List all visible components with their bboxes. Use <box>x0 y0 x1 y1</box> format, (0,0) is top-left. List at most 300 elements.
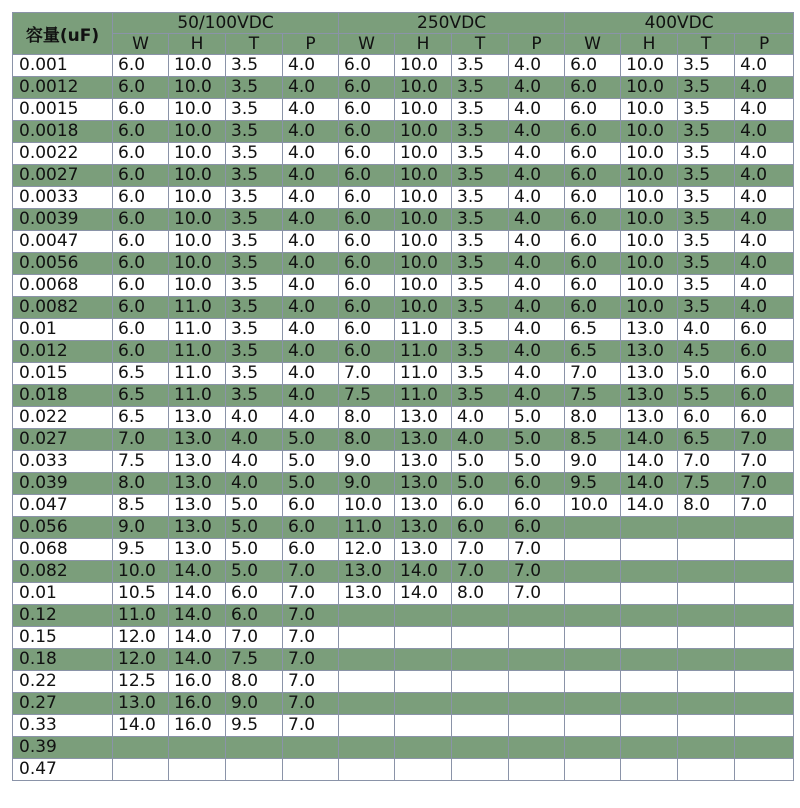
dimension-cell: 4.0 <box>283 275 339 297</box>
col-header-h: H <box>621 34 678 55</box>
dimension-cell: 11.0 <box>395 385 452 407</box>
dimension-cell: 8.0 <box>452 583 509 605</box>
dimension-cell: 7.0 <box>565 363 621 385</box>
dimension-cell: 7.0 <box>283 671 339 693</box>
dimension-cell: 6.0 <box>339 297 395 319</box>
dimension-cell: 3.5 <box>226 275 283 297</box>
dimension-cell: 6.0 <box>226 583 283 605</box>
table-row <box>13 671 794 693</box>
dimension-cell <box>735 715 794 737</box>
dimension-cell: 4.5 <box>678 341 735 363</box>
dimension-cell: 13.0 <box>169 495 226 517</box>
dimension-cell: 10.0 <box>395 231 452 253</box>
dimension-cell <box>565 759 621 781</box>
capacity-cell: 0.0018 <box>13 121 113 143</box>
dimension-cell: 10.0 <box>169 77 226 99</box>
dimension-cell: 13.0 <box>621 319 678 341</box>
dimension-cell: 11.0 <box>113 605 169 627</box>
dimension-cell <box>169 759 226 781</box>
dimension-cell: 5.0 <box>452 473 509 495</box>
dimension-cell <box>395 605 452 627</box>
dimension-cell: 8.0 <box>678 495 735 517</box>
dimension-cell <box>678 693 735 715</box>
table-row <box>13 99 794 121</box>
dimension-cell: 7.0 <box>283 715 339 737</box>
dimension-cell: 4.0 <box>509 253 565 275</box>
dimension-cell <box>226 759 283 781</box>
dimension-cell: 4.0 <box>509 363 565 385</box>
capacity-cell: 0.0027 <box>13 165 113 187</box>
dimension-cell: 14.0 <box>621 495 678 517</box>
table-row <box>13 649 794 671</box>
dimension-cell: 6.0 <box>339 187 395 209</box>
dimension-cell: 6.0 <box>565 275 621 297</box>
dimension-cell: 3.5 <box>452 77 509 99</box>
dimension-cell <box>395 649 452 671</box>
dimension-cell: 10.0 <box>565 495 621 517</box>
dimension-cell: 10.0 <box>169 55 226 77</box>
dimension-cell <box>339 627 395 649</box>
capacity-cell: 0.47 <box>13 759 113 781</box>
dimension-cell: 6.0 <box>339 165 395 187</box>
dimension-cell <box>678 561 735 583</box>
capacity-cell: 0.068 <box>13 539 113 561</box>
dimension-cell: 10.0 <box>395 165 452 187</box>
dimension-cell: 12.5 <box>113 671 169 693</box>
dimension-cell: 9.0 <box>339 451 395 473</box>
dimension-cell: 6.0 <box>565 77 621 99</box>
dimension-cell: 5.0 <box>226 539 283 561</box>
table-row <box>13 583 794 605</box>
capacity-cell: 0.33 <box>13 715 113 737</box>
dimension-cell: 4.0 <box>283 319 339 341</box>
capacity-cell: 0.15 <box>13 627 113 649</box>
dimension-cell: 12.0 <box>113 627 169 649</box>
dimension-cell: 13.0 <box>395 407 452 429</box>
dimension-cell: 6.0 <box>565 231 621 253</box>
table-row <box>13 121 794 143</box>
table-row <box>13 737 794 759</box>
capacity-cell: 0.001 <box>13 55 113 77</box>
dimension-cell <box>565 539 621 561</box>
dimension-cell: 3.5 <box>452 319 509 341</box>
dimension-cell: 3.5 <box>452 187 509 209</box>
dimension-cell: 7.0 <box>339 363 395 385</box>
dimension-cell: 3.5 <box>452 297 509 319</box>
dimension-cell: 4.0 <box>509 143 565 165</box>
dimension-cell: 13.0 <box>621 363 678 385</box>
dimension-cell: 4.0 <box>735 209 794 231</box>
dimension-cell: 3.5 <box>452 385 509 407</box>
dimension-cell <box>395 715 452 737</box>
dimension-cell <box>509 693 565 715</box>
capacity-cell: 0.39 <box>13 737 113 759</box>
capacity-cell: 0.039 <box>13 473 113 495</box>
dimension-cell <box>565 649 621 671</box>
table-row <box>13 451 794 473</box>
dimension-cell <box>621 671 678 693</box>
dimension-cell: 6.0 <box>565 209 621 231</box>
capacity-cell: 0.0015 <box>13 99 113 121</box>
table-row <box>13 55 794 77</box>
dimension-cell: 6.5 <box>113 407 169 429</box>
dimension-cell: 7.0 <box>509 539 565 561</box>
dimension-cell: 4.0 <box>283 341 339 363</box>
dimension-cell: 4.0 <box>283 187 339 209</box>
table-row <box>13 517 794 539</box>
dimension-cell <box>735 583 794 605</box>
dimension-cell: 3.5 <box>226 143 283 165</box>
dimension-cell: 10.0 <box>169 121 226 143</box>
dimension-cell <box>565 737 621 759</box>
capacity-cell: 0.047 <box>13 495 113 517</box>
dimension-cell: 4.0 <box>735 187 794 209</box>
capacity-cell: 0.0012 <box>13 77 113 99</box>
dimension-cell: 3.5 <box>452 99 509 121</box>
dimension-cell <box>678 627 735 649</box>
dimension-cell: 6.0 <box>509 495 565 517</box>
dimension-cell: 7.5 <box>339 385 395 407</box>
dimension-cell <box>621 737 678 759</box>
dimension-cell: 3.5 <box>678 99 735 121</box>
dimension-cell: 7.0 <box>509 561 565 583</box>
dimension-cell: 5.0 <box>509 407 565 429</box>
dimension-cell: 12.0 <box>113 649 169 671</box>
dimension-cell: 6.0 <box>339 99 395 121</box>
dimension-cell: 11.0 <box>169 297 226 319</box>
capacity-cell: 0.27 <box>13 693 113 715</box>
dimension-cell: 4.0 <box>735 253 794 275</box>
capacity-cell: 0.0022 <box>13 143 113 165</box>
dimension-cell: 14.0 <box>169 583 226 605</box>
dimension-cell <box>735 517 794 539</box>
dimension-cell: 5.0 <box>283 429 339 451</box>
dimension-cell <box>452 605 509 627</box>
dimension-cell: 7.0 <box>735 429 794 451</box>
dimension-cell: 3.5 <box>226 297 283 319</box>
dimension-cell: 6.0 <box>113 231 169 253</box>
col-header-w: W <box>113 34 169 55</box>
dimension-cell <box>678 715 735 737</box>
dimension-cell: 7.0 <box>283 561 339 583</box>
dimension-cell: 6.0 <box>339 121 395 143</box>
table-row <box>13 297 794 319</box>
dimension-cell <box>395 693 452 715</box>
dimension-cell: 6.0 <box>735 363 794 385</box>
capacity-cell: 0.18 <box>13 649 113 671</box>
dimension-cell: 6.0 <box>113 341 169 363</box>
dimension-cell <box>678 605 735 627</box>
dimension-cell <box>509 759 565 781</box>
dimension-cell: 14.0 <box>113 715 169 737</box>
dimension-cell <box>565 715 621 737</box>
dimension-cell: 4.0 <box>226 429 283 451</box>
dimension-cell: 7.0 <box>283 583 339 605</box>
capacity-header: 容量(uF) <box>13 13 113 55</box>
dimension-cell: 4.0 <box>283 55 339 77</box>
table-row <box>13 715 794 737</box>
dimension-cell: 11.0 <box>395 363 452 385</box>
dimension-cell <box>339 605 395 627</box>
dimension-cell: 5.0 <box>226 561 283 583</box>
table-row <box>13 539 794 561</box>
dimension-cell: 6.0 <box>226 605 283 627</box>
dimension-cell: 6.0 <box>283 495 339 517</box>
table-row <box>13 253 794 275</box>
dimension-cell: 7.0 <box>735 473 794 495</box>
dimension-cell: 6.5 <box>565 319 621 341</box>
col-header-p: P <box>735 34 794 55</box>
dimension-cell: 4.0 <box>283 121 339 143</box>
dimension-cell: 6.5 <box>113 363 169 385</box>
dimension-cell: 4.0 <box>509 275 565 297</box>
dimension-cell: 13.0 <box>395 517 452 539</box>
dimension-cell <box>565 693 621 715</box>
dimension-cell: 7.0 <box>283 605 339 627</box>
dimension-cell: 16.0 <box>169 671 226 693</box>
dimension-cell: 5.0 <box>452 451 509 473</box>
dimension-cell: 10.0 <box>169 209 226 231</box>
dimension-cell: 10.0 <box>169 231 226 253</box>
dimension-cell: 11.0 <box>169 385 226 407</box>
dimension-cell: 3.5 <box>452 341 509 363</box>
dimension-cell: 6.0 <box>339 319 395 341</box>
dimension-cell: 10.0 <box>395 187 452 209</box>
dimension-cell: 9.0 <box>113 517 169 539</box>
dimension-cell: 10.0 <box>621 297 678 319</box>
dimension-cell: 6.0 <box>678 407 735 429</box>
dimension-cell: 6.0 <box>565 99 621 121</box>
dimension-cell: 13.0 <box>113 693 169 715</box>
dimension-cell: 6.0 <box>113 121 169 143</box>
col-header-t: T <box>226 34 283 55</box>
dimension-cell: 4.0 <box>283 363 339 385</box>
dimension-cell: 6.0 <box>509 517 565 539</box>
dimension-cell: 13.0 <box>169 407 226 429</box>
capacity-cell: 0.022 <box>13 407 113 429</box>
dimension-cell: 6.0 <box>452 495 509 517</box>
dimension-cell: 9.5 <box>113 539 169 561</box>
dimension-cell: 4.0 <box>735 99 794 121</box>
dimension-cell <box>735 649 794 671</box>
dimension-cell: 4.0 <box>735 121 794 143</box>
dimension-cell: 6.0 <box>339 77 395 99</box>
dimension-cell: 4.0 <box>509 99 565 121</box>
dimension-cell: 6.0 <box>113 55 169 77</box>
table-row <box>13 385 794 407</box>
table-body <box>13 55 794 781</box>
dimension-cell <box>452 649 509 671</box>
table-row <box>13 693 794 715</box>
dimension-cell: 6.0 <box>565 297 621 319</box>
table-row <box>13 605 794 627</box>
dimension-cell: 3.5 <box>678 121 735 143</box>
capacity-cell: 0.01 <box>13 319 113 341</box>
dimension-cell: 5.5 <box>678 385 735 407</box>
dimension-cell: 7.0 <box>735 451 794 473</box>
dimension-cell: 16.0 <box>169 693 226 715</box>
dimension-cell: 10.0 <box>395 99 452 121</box>
dimension-cell: 11.0 <box>169 341 226 363</box>
dimension-cell: 4.0 <box>226 473 283 495</box>
dimension-cell: 14.0 <box>395 561 452 583</box>
dimension-cell: 7.0 <box>283 693 339 715</box>
dimension-cell: 13.0 <box>339 583 395 605</box>
dimension-cell: 4.0 <box>283 77 339 99</box>
dimension-cell <box>339 715 395 737</box>
table-row <box>13 275 794 297</box>
dimension-cell <box>735 759 794 781</box>
dimension-cell <box>395 671 452 693</box>
dimension-cell: 3.5 <box>452 231 509 253</box>
dimension-cell: 14.0 <box>169 605 226 627</box>
dimension-cell: 6.0 <box>735 407 794 429</box>
dimension-cell: 10.0 <box>339 495 395 517</box>
dimension-cell: 6.0 <box>113 77 169 99</box>
dimension-cell: 4.0 <box>452 429 509 451</box>
capacity-cell: 0.01 <box>13 583 113 605</box>
dimension-cell: 3.5 <box>452 55 509 77</box>
dimension-cell: 6.0 <box>735 385 794 407</box>
dimension-cell: 10.0 <box>621 253 678 275</box>
dimension-cell: 6.0 <box>339 143 395 165</box>
dimension-cell <box>678 649 735 671</box>
dimension-cell: 7.0 <box>452 561 509 583</box>
dimension-cell <box>509 627 565 649</box>
dimension-cell: 6.0 <box>113 319 169 341</box>
dimension-cell: 10.0 <box>169 143 226 165</box>
table-row <box>13 495 794 517</box>
dimension-cell: 3.5 <box>226 363 283 385</box>
dimension-cell: 14.0 <box>621 451 678 473</box>
dimension-cell: 3.5 <box>226 209 283 231</box>
dimension-cell: 14.0 <box>169 649 226 671</box>
dimension-cell <box>678 671 735 693</box>
dimension-cell: 16.0 <box>169 715 226 737</box>
dimension-cell: 6.5 <box>113 385 169 407</box>
dimension-cell: 3.5 <box>452 209 509 231</box>
dimension-cell: 10.0 <box>621 209 678 231</box>
dimension-cell: 13.0 <box>621 407 678 429</box>
capacity-cell: 0.082 <box>13 561 113 583</box>
dimension-cell: 4.0 <box>509 55 565 77</box>
dimension-cell: 13.0 <box>395 429 452 451</box>
dimension-cell: 6.0 <box>113 165 169 187</box>
table-row <box>13 165 794 187</box>
dimension-cell <box>339 671 395 693</box>
dimension-cell: 7.0 <box>226 627 283 649</box>
dimension-cell <box>565 561 621 583</box>
dimension-cell <box>339 737 395 759</box>
dimension-cell: 6.0 <box>113 253 169 275</box>
dimension-cell: 10.0 <box>621 77 678 99</box>
dimension-cell: 14.0 <box>621 473 678 495</box>
capacity-cell: 0.012 <box>13 341 113 363</box>
dimension-cell: 7.0 <box>452 539 509 561</box>
voltage-group-header: 50/100VDC <box>113 13 339 34</box>
dimension-cell: 10.0 <box>621 231 678 253</box>
dimension-cell: 6.0 <box>113 187 169 209</box>
dimension-cell: 6.0 <box>735 341 794 363</box>
dimension-cell: 4.0 <box>735 143 794 165</box>
dimension-cell: 3.5 <box>226 55 283 77</box>
dimension-cell: 7.0 <box>678 451 735 473</box>
dimension-cell: 3.5 <box>452 363 509 385</box>
dimension-cell: 4.0 <box>452 407 509 429</box>
header-row-voltage <box>13 13 794 34</box>
table-row <box>13 231 794 253</box>
dimension-cell: 7.0 <box>113 429 169 451</box>
dimension-cell: 13.0 <box>339 561 395 583</box>
dimension-cell: 11.0 <box>395 341 452 363</box>
dimension-cell: 13.0 <box>621 385 678 407</box>
dimension-cell: 11.0 <box>169 319 226 341</box>
dimension-cell: 3.5 <box>678 143 735 165</box>
dimension-cell: 8.5 <box>113 495 169 517</box>
dimension-cell: 8.0 <box>565 407 621 429</box>
dimension-cell: 6.0 <box>565 55 621 77</box>
dimension-cell: 4.0 <box>735 55 794 77</box>
dimension-cell: 9.5 <box>226 715 283 737</box>
dimension-cell: 8.0 <box>226 671 283 693</box>
dimension-cell: 6.0 <box>565 121 621 143</box>
capacity-cell: 0.0082 <box>13 297 113 319</box>
dimension-cell <box>735 561 794 583</box>
dimension-cell: 4.0 <box>283 253 339 275</box>
dimension-cell: 10.0 <box>621 121 678 143</box>
dimension-cell <box>509 605 565 627</box>
dimension-cell: 14.0 <box>169 561 226 583</box>
dimension-cell: 10.0 <box>621 55 678 77</box>
dimension-cell <box>395 759 452 781</box>
dimension-cell: 5.0 <box>283 473 339 495</box>
dimension-cell <box>565 627 621 649</box>
dimension-cell <box>452 671 509 693</box>
dimension-cell: 13.0 <box>169 473 226 495</box>
dimension-cell: 4.0 <box>509 165 565 187</box>
spec-table-container <box>12 12 794 781</box>
dimension-cell: 10.0 <box>169 99 226 121</box>
dimension-cell: 10.0 <box>169 275 226 297</box>
dimension-cell <box>452 693 509 715</box>
dimension-cell: 10.0 <box>395 297 452 319</box>
dimension-cell: 11.0 <box>339 517 395 539</box>
dimension-cell: 4.0 <box>509 341 565 363</box>
table-row <box>13 759 794 781</box>
dimension-cell: 6.0 <box>339 253 395 275</box>
dimension-cell: 5.0 <box>226 517 283 539</box>
table-row <box>13 473 794 495</box>
capacity-cell: 0.22 <box>13 671 113 693</box>
dimension-cell <box>395 627 452 649</box>
dimension-cell <box>621 583 678 605</box>
dimension-cell: 4.0 <box>509 319 565 341</box>
dimension-cell: 6.0 <box>509 473 565 495</box>
dimension-cell <box>621 649 678 671</box>
dimension-cell <box>395 737 452 759</box>
dimension-cell: 3.5 <box>226 121 283 143</box>
dimension-cell: 10.0 <box>621 165 678 187</box>
dimension-cell: 6.0 <box>565 253 621 275</box>
dimension-cell <box>565 517 621 539</box>
dimension-cell <box>509 671 565 693</box>
dimension-cell: 3.5 <box>678 165 735 187</box>
col-header-w: W <box>565 34 621 55</box>
dimension-cell <box>226 737 283 759</box>
dimension-cell <box>735 737 794 759</box>
dimension-cell: 10.0 <box>395 253 452 275</box>
col-header-w: W <box>339 34 395 55</box>
